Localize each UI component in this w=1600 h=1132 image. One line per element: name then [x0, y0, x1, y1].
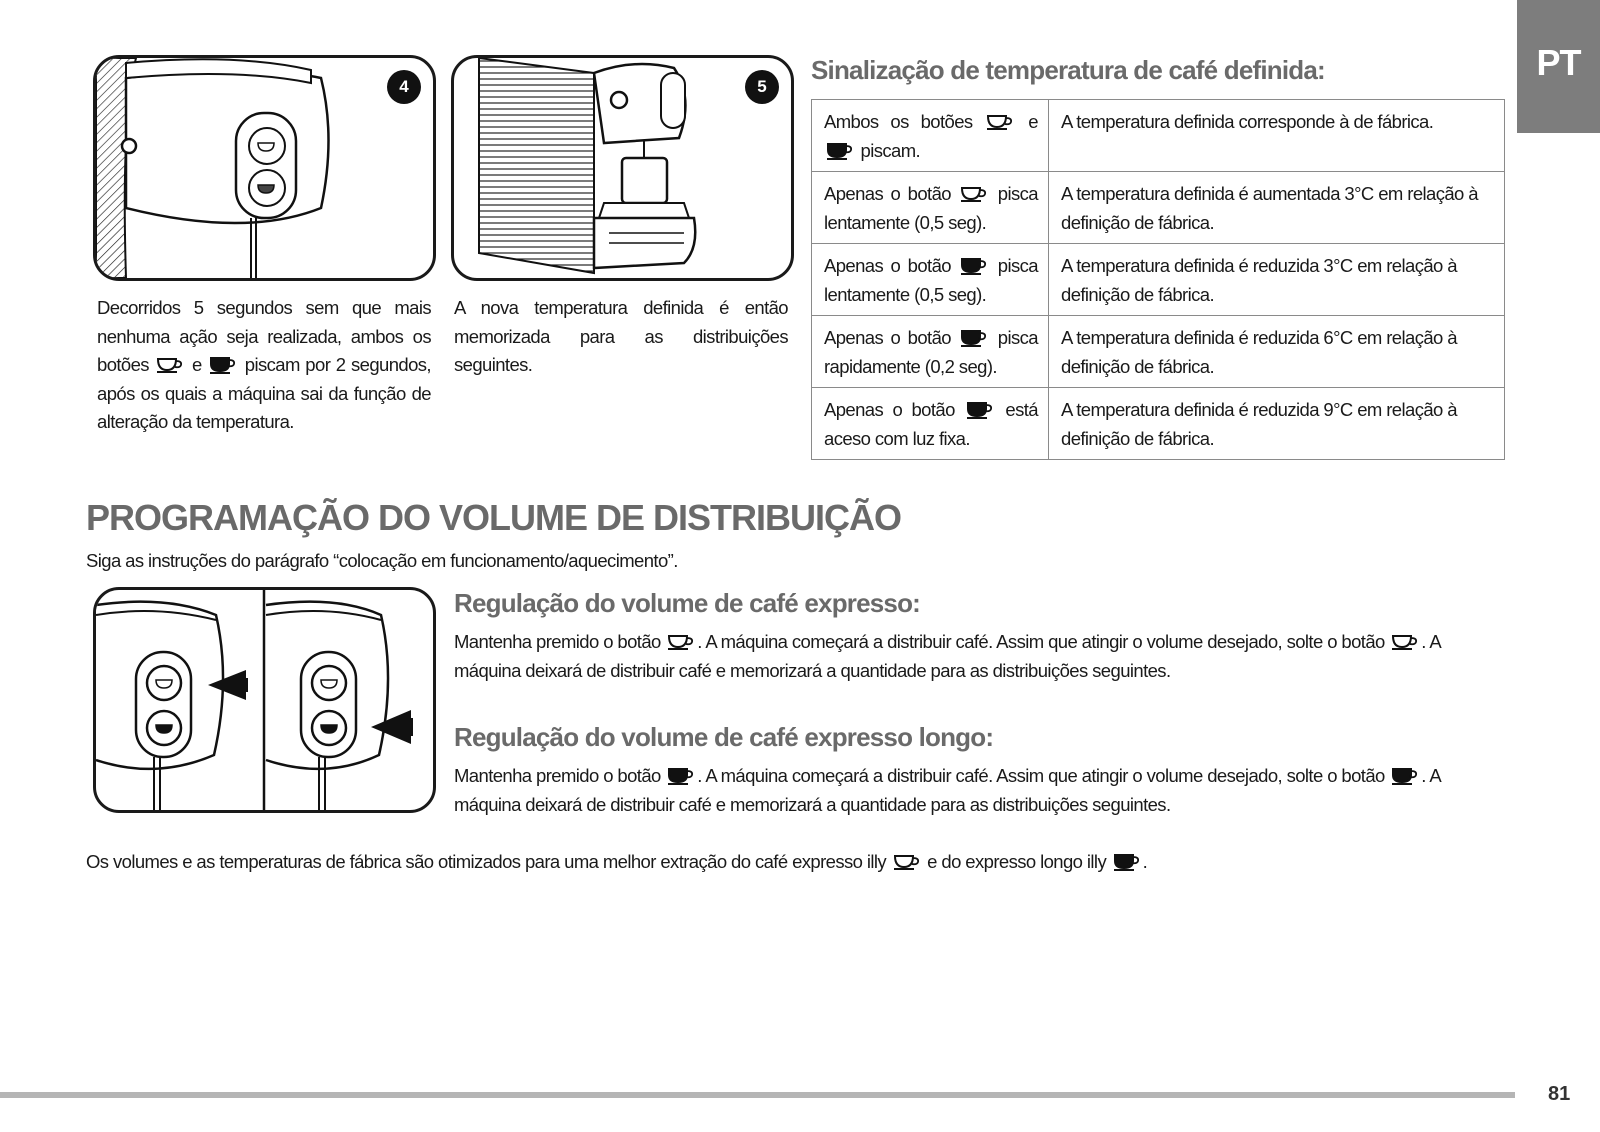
- step-number-badge: 5: [745, 70, 779, 104]
- table-cell-state: [812, 100, 1049, 172]
- body-text-part: .: [1142, 851, 1148, 872]
- body-text-part: . A máquina deixará de distribuir café e memorizará a quantidade para as distribuições seguintes.: [454, 765, 1441, 815]
- table-cell-meaning: A temperatura definida é reduzida 3°C em relação à definição de fábrica.: [1049, 244, 1505, 316]
- section-heading-espresso-volume: Regulação do volume de café expresso:: [454, 588, 921, 618]
- press-buttons-illustration: [96, 590, 433, 810]
- lungo-cup-icon: [667, 767, 695, 785]
- cell-text: Apenas o botão: [824, 255, 951, 276]
- section-heading-lungo-volume: Regulação do volume de café expresso longo:: [454, 722, 994, 752]
- table-cell-meaning: A temperatura definida é reduzida 9°C em relação à definição de fábrica.: [1049, 388, 1505, 460]
- table-cell-state: [812, 316, 1049, 388]
- caption-text: e: [192, 354, 202, 375]
- espresso-cup-icon: [986, 113, 1014, 131]
- lungo-cup-icon: [1391, 767, 1419, 785]
- cell-text: e: [1028, 111, 1038, 132]
- body-text-part: . A máquina começará a distribuir café. Assim que atingir o volume desejado, solte o botão: [697, 631, 1385, 652]
- lungo-cup-icon: [826, 142, 854, 160]
- cell-text: pisca lentamente (0,5 seg).: [824, 183, 1038, 233]
- machine-buttons-illustration: [96, 58, 433, 278]
- table-row: [812, 244, 1505, 316]
- factory-settings-note: [86, 848, 1506, 877]
- cell-text: pisca lentamente (0,5 seg).: [824, 255, 1038, 305]
- lungo-cup-icon: [966, 401, 994, 419]
- table-row: [812, 316, 1505, 388]
- espresso-cup-icon: [893, 853, 921, 871]
- temperature-signal-table: [811, 99, 1505, 460]
- cell-text: Ambos os botões: [824, 111, 973, 132]
- figure-step-5: [451, 55, 794, 281]
- lungo-cup-icon: [960, 329, 988, 347]
- cell-text: piscam.: [860, 139, 921, 161]
- espresso-cup-icon: [667, 633, 695, 651]
- language-tab: PT: [1517, 0, 1600, 133]
- section-intro: Siga as instruções do parágrafo “colocação em funcionamento/aquecimento”.: [86, 550, 678, 571]
- figure-button-press: [93, 587, 436, 813]
- table-cell-meaning: A temperatura definida é reduzida 6°C em relação à definição de fábrica.: [1049, 316, 1505, 388]
- body-text-part: . A máquina deixará de distribuir café e memorizará a quantidade para as distribuições seguintes.: [454, 631, 1441, 681]
- table-cell-state: [812, 244, 1049, 316]
- cell-text: Apenas o botão: [824, 399, 955, 420]
- machine-dispensing-illustration: [454, 58, 791, 278]
- body-text-part: . A máquina começará a distribuir café. Assim que atingir o volume desejado, solte o botão: [697, 765, 1385, 786]
- cell-text: Apenas o botão: [824, 327, 951, 348]
- espresso-cup-icon: [156, 356, 184, 374]
- table-cell-meaning: A temperatura definida é aumentada 3°C em relação à definição de fábrica.: [1049, 172, 1505, 244]
- section-heading-temperature-signal: Sinalização de temperatura de café definida:: [811, 55, 1325, 85]
- cell-text: pisca rapidamente (0,2 seg).: [824, 327, 1038, 377]
- body-text-part: Mantenha premido o botão: [454, 631, 661, 652]
- caption-text: piscam por 2 segundos, após os quais a máquina sai da função de alteração da temperatura.: [97, 354, 431, 432]
- body-text-part: e do expresso longo illy: [927, 851, 1107, 872]
- lungo-cup-icon: [960, 257, 988, 275]
- table-row: [812, 388, 1505, 460]
- step-number-badge: 4: [387, 70, 421, 104]
- lungo-cup-icon: [209, 356, 237, 374]
- lungo-volume-text: [454, 762, 1506, 819]
- table-row: [812, 172, 1505, 244]
- footer-divider: [0, 1092, 1515, 1098]
- lungo-cup-icon: [1113, 853, 1141, 871]
- table-row: [812, 100, 1505, 172]
- espresso-cup-icon: [960, 185, 988, 203]
- figure-step-4: [93, 55, 436, 281]
- cell-text: está aceso com luz fixa.: [824, 399, 1038, 449]
- espresso-volume-text: [454, 628, 1506, 685]
- body-text-part: Os volumes e as temperaturas de fábrica são otimizados para uma melhor extração do café expresso illy: [86, 851, 887, 872]
- caption-step-5: A nova temperatura definida é então memorizada para as distribuições seguintes.: [454, 297, 788, 375]
- caption-step-4: [97, 294, 431, 437]
- table-cell-meaning: A temperatura definida corresponde à de fábrica.: [1049, 100, 1505, 172]
- body-text-part: Mantenha premido o botão: [454, 765, 661, 786]
- table-cell-state: [812, 388, 1049, 460]
- espresso-cup-icon: [1391, 633, 1419, 651]
- page-number: 81: [1548, 1083, 1571, 1105]
- cell-text: Apenas o botão: [824, 183, 951, 204]
- table-cell-state: [812, 172, 1049, 244]
- caption-text: Decorridos 5 segundos sem que mais nenhuma ação seja realizada, ambos os botões: [97, 297, 431, 375]
- page-section-title: PROGRAMAÇÃO DO VOLUME DE DISTRIBUIÇÃO: [86, 497, 902, 538]
